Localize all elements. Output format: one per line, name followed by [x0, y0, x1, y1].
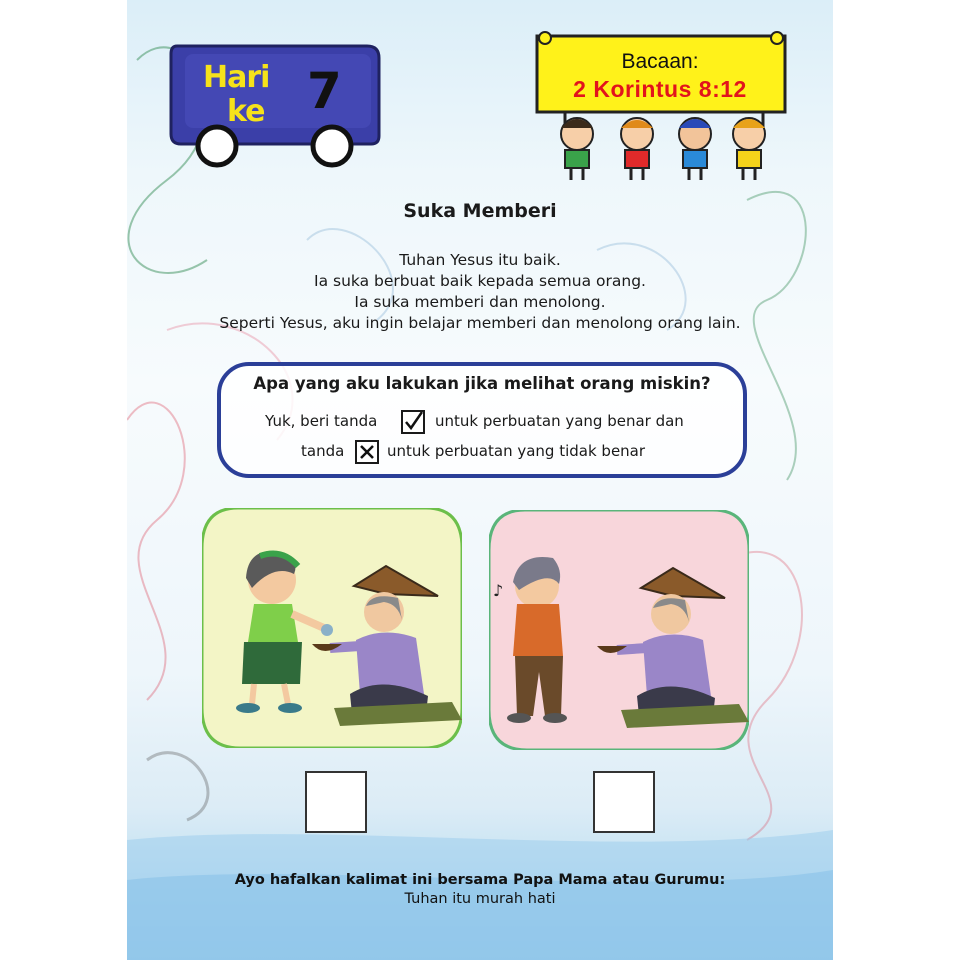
story-line: Ia suka berbuat baik kepada semua orang.: [314, 272, 646, 290]
reading-banner: [535, 30, 795, 190]
day-badge: [167, 40, 387, 170]
memory-verse-prompt: Ayo hafalkan kalimat ini bersama Papa Mama atau Gurumu:: [234, 872, 726, 888]
instruction-check-before: Yuk, beri tanda: [265, 412, 378, 430]
story-text: [127, 250, 833, 334]
story-line: Tuhan Yesus itu baik.: [399, 251, 561, 269]
banner-label: Bacaan:: [621, 50, 699, 73]
scene-ignoring: [489, 510, 749, 750]
cross-icon: [355, 440, 379, 464]
bible-reference: 2 Korintus 8:12: [573, 76, 747, 102]
badge-day-number: 7: [307, 62, 342, 120]
badge-ke-label: ke: [227, 94, 265, 129]
scene-giving: [202, 508, 462, 748]
question-box: [217, 362, 747, 478]
badge-hari-label: Hari: [203, 60, 270, 95]
instruction-cross-before: tanda: [301, 442, 345, 460]
worksheet-page: [127, 0, 833, 960]
memory-verse: Tuhan itu murah hati: [404, 891, 556, 907]
page-title: Suka Memberi: [403, 200, 557, 222]
svg-text:♪: ♪: [493, 581, 504, 600]
instruction-cross-after: untuk perbuatan yang tidak benar: [387, 442, 646, 460]
ignoring-illustration: [489, 510, 749, 750]
answer-checkbox-left[interactable]: [305, 771, 367, 833]
check-icon: [401, 410, 425, 434]
bus-icon: [167, 40, 387, 170]
story-line: Ia suka memberi dan menolong.: [354, 293, 606, 311]
question-title: Apa yang aku lakukan jika melihat orang miskin?: [253, 374, 711, 393]
story-line: Seperti Yesus, aku ingin belajar memberi dan menolong orang lain.: [219, 314, 741, 332]
giving-illustration: [202, 508, 462, 748]
instruction-check-after: untuk perbuatan yang benar dan: [435, 412, 684, 430]
answer-checkbox-right[interactable]: [593, 771, 655, 833]
